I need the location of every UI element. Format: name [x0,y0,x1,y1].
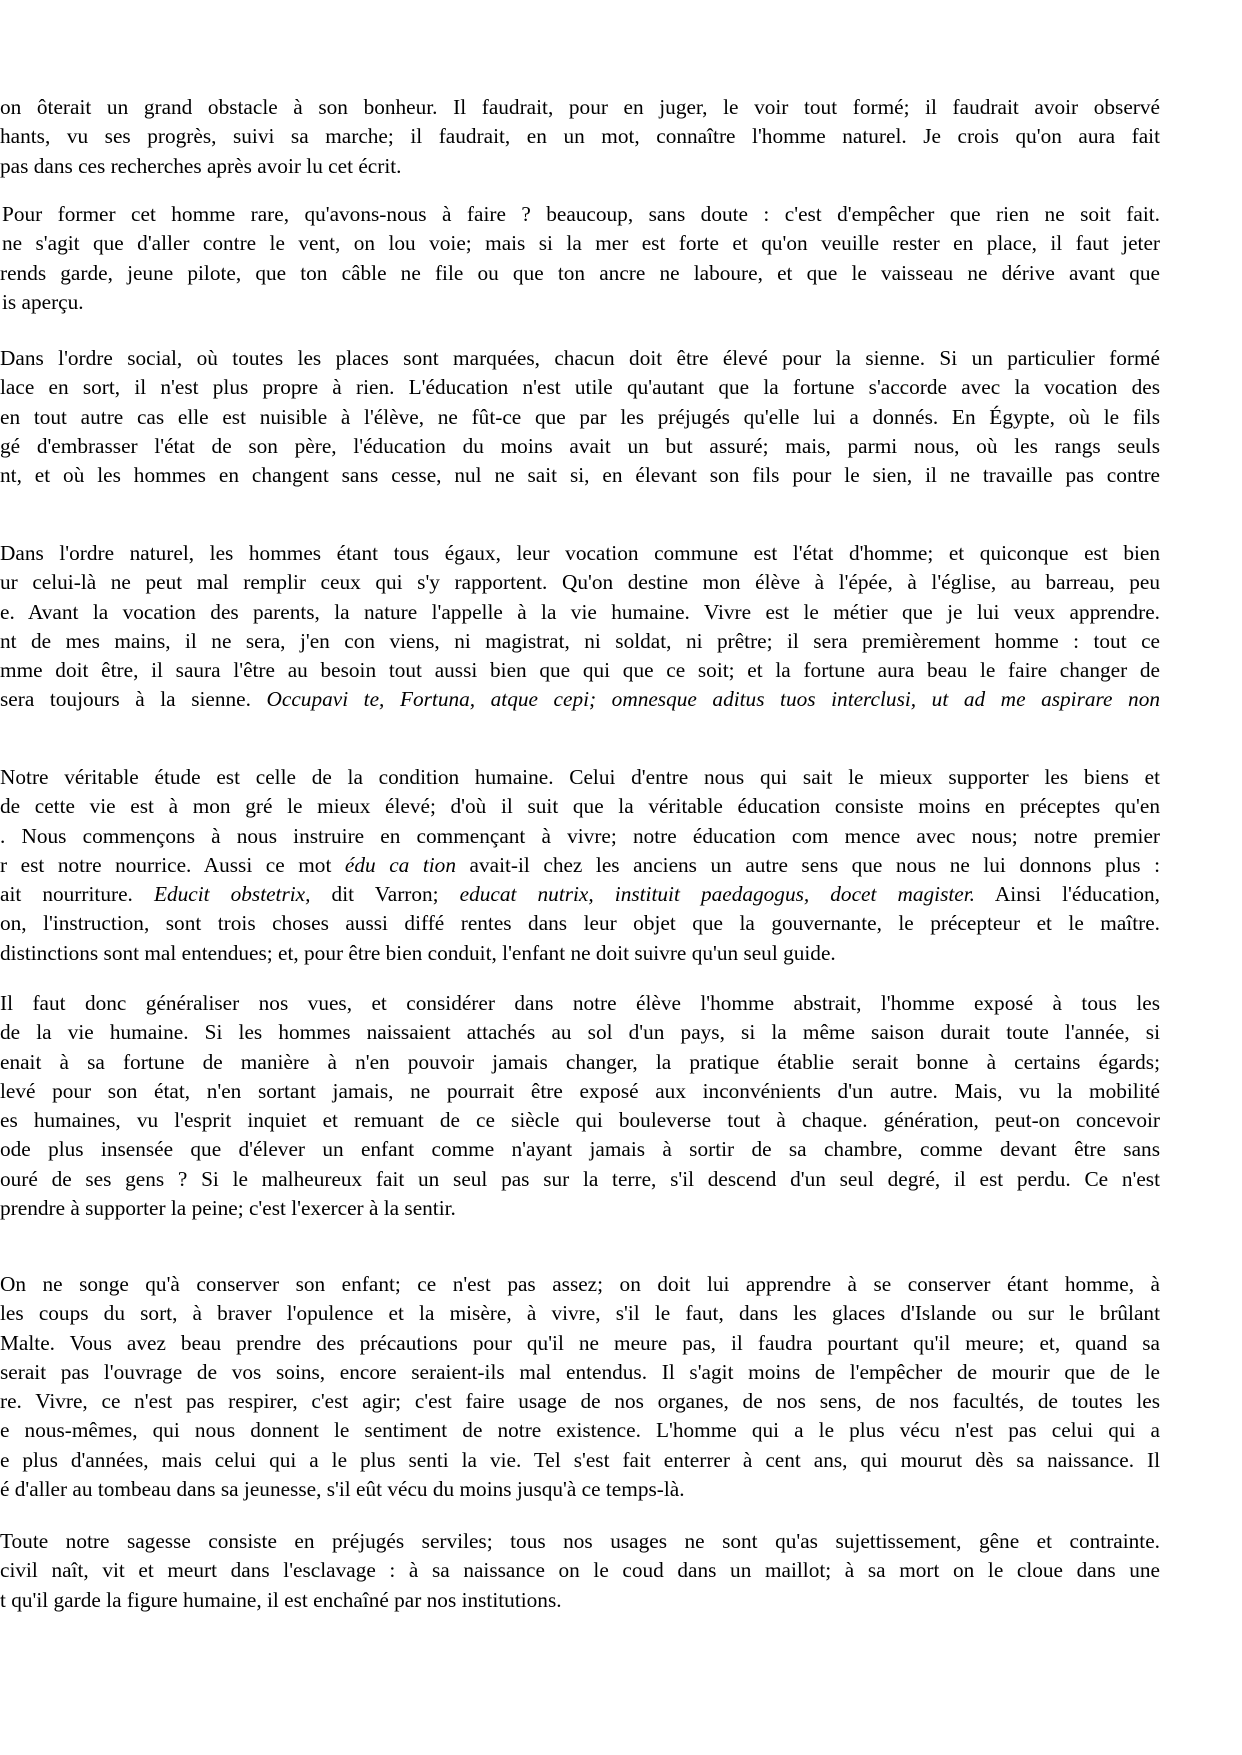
text-segment: ait nourriture. [0,882,133,907]
text-line: Il faut donc généraliser nos vues, et considérer dans notre élève l'homme abstrait, l'homme exposé à tous les [0,991,1160,1015]
text-line: es humaines, vu l'esprit inquiet et remuant de ce siècle qui bouleverse tout à chaque. génération, peut-on concevoir [0,1108,1160,1133]
paragraph-2 [0,200,1160,317]
text-line: enait à sa fortune de manière à n'en pouvoir jamais changer, la pratique établie serait bonne à certains égards; [0,1049,1160,1074]
text-line: rends garde, jeune pilote, que ton câble ne file ou que ton ancre ne laboure, et que le vaisseau ne dérive avant que [0,260,1160,285]
text-line: lace en sort, il n'est plus propre à rien. L'éducation n'est utile qu'autant que la fortune s'accorde avec la vocation des [0,375,1160,400]
text-line: is aperçu. [2,289,84,314]
text-line: en tout autre cas elle est nuisible à l'élève, ne fût-ce que par les préjugés qu'elle lui a donnés. En Égypte, où le fils [0,404,1160,429]
paragraph-1 [0,93,1160,181]
text-line: les coups du sort, à braver l'opulence et la misère, à vivre, s'il le faut, dans les glaces d'Islande ou sur le brûlant [0,1301,1160,1326]
text-line: pas dans ces recherches après avoir lu cet écrit. [0,153,402,178]
text-line: on, l'instruction, sont trois choses aussi diffé rentes dans leur objet que la gouvernante, le précepteur et le maître. [0,911,1160,936]
text-line: gé d'embrasser l'état de son père, l'éducation du moins avait un but assuré; mais, parmi nous, où les rangs seuls [0,433,1160,458]
text-segment: sera toujours à la sienne. [0,687,251,712]
text-line: Dans l'ordre naturel, les hommes étant tous égaux, leur vocation commune est l'état d'homme; et quiconque est bien [0,541,1160,565]
text-line: Pour former cet homme rare, qu'avons-nous à faire ? beaucoup, sans doute : c'est d'empêcher que rien ne soit fait. [2,202,1160,226]
text-line: e nous-mêmes, qui nous donnent le sentiment de notre existence. L'homme qui a le plus vécu n'est pas celui qui a [0,1418,1160,1443]
text-segment: dit Varron; [331,882,439,907]
text-line: Dans l'ordre social, où toutes les places sont marquées, chacun doit être élevé pour la sienne. Si un particulier formé [0,346,1160,370]
latin-quote: educat nutrix, instituit paedagogus, docet magister. [459,882,975,907]
text-line: levé pour son état, n'en sortant jamais, ne pourrait être exposé aux inconvénients d'un autre. Mais, vu la mobilité [0,1078,1160,1103]
text-line: Notre véritable étude est celle de la condition humaine. Celui d'entre nous qui sait le mieux supporter les biens et [0,765,1160,789]
text-line: mme doit être, il saura l'être au besoin tout aussi bien que qui que ce soit; et la fortune aura beau le faire changer de [0,658,1160,683]
text-line: serait pas l'ouvrage de vos soins, encore seraient-ils mal entendus. Il s'agit moins de l'empêcher de mourir que de le [0,1359,1160,1384]
text-line: ur celui-là ne peut mal remplir ceux qui s'y rapportent. Qu'on destine mon élève à l'épée, à l'église, au barreau, peu [0,570,1160,595]
text-segment: Ainsi l'éducation, [994,882,1160,907]
paragraph-4 [0,539,1160,715]
text-line: hants, vu ses progrès, suivi sa marche; il faudrait, en un mot, connaître l'homme naturel. Je crois qu'on aura fait [0,124,1160,149]
text-line-with-italic [0,685,1160,714]
text-line: . Nous commençons à nous instruire en commençant à vivre; notre éducation com mence avec nous; notre premier [0,823,1160,848]
text-segment: r est notre nourrice. Aussi ce mot [0,852,332,877]
text-line-with-italic [0,880,1160,909]
latin-quote: Educit obstetrix, [153,882,311,907]
paragraph-7 [0,1270,1160,1504]
text-line: re. Vivre, ce n'est pas respirer, c'est agir; c'est faire usage de nos organes, de nos sens, de nos facultés, de toutes les [0,1389,1160,1414]
text-line: on ôterait un grand obstacle à son bonheur. Il faudrait, pour en juger, le voir tout formé; il faudrait avoir observé [0,95,1160,119]
text-line: ode plus insensée que d'élever un enfant comme n'ayant jamais à sortir de sa chambre, comme devant être sans [0,1137,1160,1162]
paragraph-6 [0,989,1160,1223]
text-line: e. Avant la vocation des parents, la nature l'appelle à la vie humaine. Vivre est le métier que je lui veux apprendre. [0,599,1160,624]
text-line: Malte. Vous avez beau prendre des précautions pour qu'il ne meure pas, il faudra pourtant qu'il meure; et, quand sa [0,1330,1160,1355]
paragraph-8 [0,1527,1160,1615]
text-line: ouré de ses gens ? Si le malheureux fait un seul pas sur la terre, s'il descend d'un seul degré, il est perdu. Ce n'est [0,1166,1160,1191]
italic-word: édu ca tion [344,852,456,877]
text-line: e plus d'années, mais celui qui a le plus senti la vie. Tel s'est fait enterrer à cent ans, qui mourut dès sa naissance. Il [0,1447,1160,1472]
text-line: nt de mes mains, il ne sera, j'en con viens, ni magistrat, ni soldat, ni prêtre; il sera premièrement homme : tout ce [0,628,1160,653]
paragraph-5 [0,763,1160,968]
text-line: t qu'il garde la figure humaine, il est enchaîné par nos institutions. [0,1587,562,1612]
text-segment: avait-il chez les anciens un autre sens que nous ne lui donnons plus : [469,852,1160,877]
text-line: ne s'agit que d'aller contre le vent, on lou voie; mais si la mer est forte et qu'on veuille rester en place, il faut jeter [2,231,1160,256]
text-line: é d'aller au tombeau dans sa jeunesse, s'il eût vécu du moins jusqu'à ce temps-là. [0,1477,685,1502]
text-line: Toute notre sagesse consiste en préjugés serviles; tous nos usages ne sont qu'as sujettissement, gêne et contrainte. [0,1529,1160,1553]
text-line: prendre à supporter la peine; c'est l'exercer à la sentir. [0,1196,456,1221]
text-line: de la vie humaine. Si les hommes naissaient attachés au sol d'un pays, si la même saison durait toute l'année, si [0,1020,1160,1045]
text-line: de cette vie est à mon gré le mieux élevé; d'où il suit que la véritable éducation consiste moins en préceptes qu'en [0,794,1160,819]
text-line: civil naît, vit et meurt dans l'esclavage : à sa naissance on le coud dans un maillot; à sa mort on le cloue dans une [0,1558,1160,1583]
text-line: distinctions sont mal entendues; et, pour être bien conduit, l'enfant ne doit suivre qu'un seul guide. [0,940,836,965]
text-line: On ne songe qu'à conserver son enfant; ce n'est pas assez; on doit lui apprendre à se conserver étant homme, à [0,1272,1160,1296]
latin-quote: Occupavi te, Fortuna, atque cepi; omnesque aditus tuos interclusi, ut ad me aspirare non [266,687,1160,712]
text-line-with-italic [0,851,1160,880]
text-line: nt, et où les hommes en changent sans cesse, nul ne sait si, en élevant son fils pour le sien, il ne travaille pas contre [0,463,1160,488]
paragraph-3 [0,344,1160,490]
